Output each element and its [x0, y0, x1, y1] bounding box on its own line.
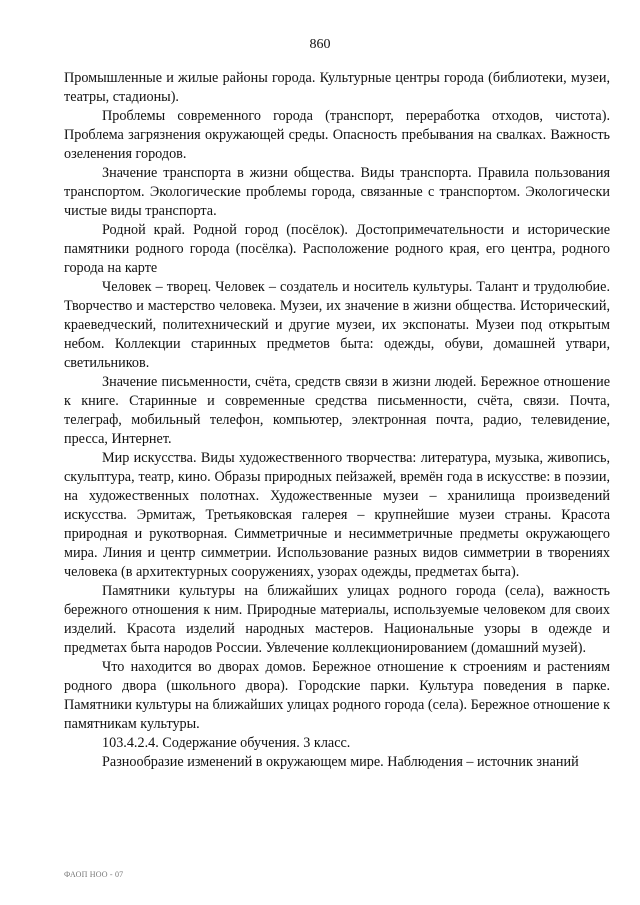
- document-body: [64, 69, 610, 772]
- paragraph: Промышленные и жилые районы города. Культурные центры города (библиотеки, музеи, театры, стадионы).: [64, 70, 610, 105]
- footer-code: ФАОП НОО - 07: [64, 870, 124, 879]
- paragraph: Мир искусства. Виды художественного творчества: литература, музыка, живопись, скульптура, театр, кино. Образы природных пейзажей, времён года в искусстве: в поэзии, на художественных полотнах. Художественные музеи – хранилища произведений искусства. Эрмитаж, Третьяковская галерея – крупнейшие музеи страны. Красота природная и рукотворная. Симметричные и несимметричные предметы окружающего мира. Линия и центр симметрии. Использование разных видов симметрии в творениях человека (в архитектурных сооружениях, узорах одежды, предметах быта).: [64, 450, 610, 580]
- paragraph: Что находится во дворах домов. Бережное отношение к строениям и растениям родного двора (школьного двора). Городские парки. Культура поведения в парке. Памятники культуры на ближайших улицах родного города (села). Бережное отношение к памятникам культуры.: [64, 659, 610, 732]
- section-heading: 103.4.2.4. Содержание обучения. 3 класс.: [102, 735, 351, 751]
- paragraph: Значение письменности, счёта, средств связи в жизни людей. Бережное отношение к книге. Старинные и современные средства письменности, счёта, связи. Почта, телеграф, мобильный телефон, компьютер, электронная почта, радио, телевидение, пресса, Интернет.: [64, 374, 610, 447]
- paragraph: Родной край. Родной город (посёлок). Достопримечательности и исторические памятники родного города (посёлка). Расположение родного края, его центра, родного города на карте: [64, 222, 610, 276]
- paragraph: Значение транспорта в жизни общества. Виды транспорта. Правила пользования транспортом. Экологические проблемы города, связанные с транспортом. Экологически чистые виды транспорта.: [64, 165, 610, 219]
- paragraph: Человек – творец. Человек – создатель и носитель культуры. Талант и трудолюбие. Творчество и мастерство человека. Музеи, их значение в жизни общества. Исторический, краеведческий, политехнический и другие музеи, их экспонаты. Музеи под открытым небом. Коллекции старинных предметов быта: одежды, обуви, домашней утвари, светильников.: [64, 279, 610, 371]
- paragraph: Разнообразие изменений в окружающем мире. Наблюдения – источник знаний: [102, 754, 579, 770]
- paragraph: Памятники культуры на ближайших улицах родного города (села), важность бережного отношения к ним. Природные материалы, используемые человеком для своих изделий. Красота изделий народных мастеров. Национальные узоры в одежде и предметах быта народов России. Увлечение коллекционированием (домашний музей).: [64, 583, 610, 656]
- paragraph: Проблемы современного города (транспорт, переработка отходов, чистота). Проблема загрязнения окружающей среды. Опасность пребывания на свалках. Важность озеленения городов.: [64, 108, 610, 162]
- page-number: 860: [309, 37, 331, 52]
